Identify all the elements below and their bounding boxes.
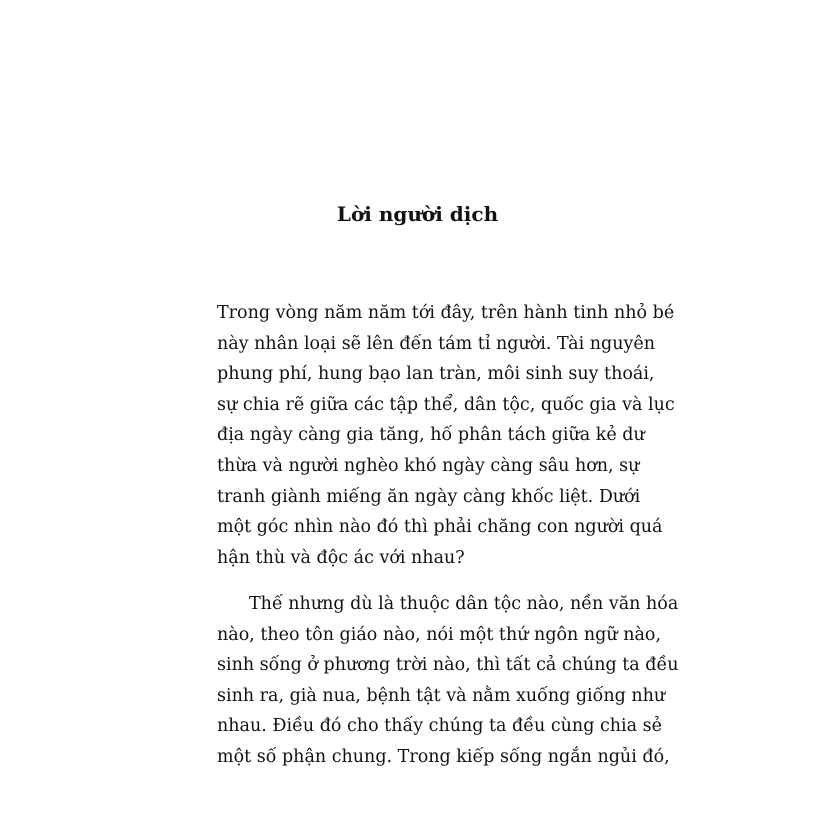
text-line: địa ngày càng gia tăng, hố phân tách giữa kẻ dư <box>217 425 645 446</box>
text-line: Thế nhưng dù là thuộc dân tộc nào, nền văn hóa <box>249 594 679 614</box>
text-line: nhau. Điều đó cho thấy chúng ta đều cùng chia sẻ <box>217 716 662 737</box>
text-line: sự chia rẽ giữa các tập thể, dân tộc, quốc gia và lục <box>217 394 675 415</box>
text-line: sinh ra, già nua, bệnh tật và nằm xuống giống như <box>217 685 666 706</box>
text-line: tranh giành miếng ăn ngày càng khốc liệt. Dưới <box>217 486 641 507</box>
text-line: một số phận chung. Trong kiếp sống ngắn ngủi đó, <box>217 746 670 767</box>
text-line: sinh sống ở phương trời nào, thì tất cả chúng ta đều <box>217 655 679 676</box>
paragraph-2 <box>217 589 679 773</box>
text-line: thừa và người nghèo khó ngày càng sâu hơn, sự <box>217 455 640 476</box>
text-line: hận thù và độc ác với nhau? <box>217 547 465 568</box>
text-line: phung phí, hung bạo lan tràn, môi sinh suy thoái, <box>217 364 655 385</box>
text-line: Trong vòng năm năm tới đây, trên hành tinh nhỏ bé <box>217 303 675 323</box>
chapter-title: Lời người dịch <box>336 202 499 226</box>
text-line: một góc nhìn nào đó thì phải chăng con người quá <box>217 517 663 538</box>
text-line: nào, theo tôn giáo nào, nói một thứ ngôn ngữ nào, <box>217 624 662 645</box>
paragraph-1 <box>217 298 675 573</box>
text-line: này nhân loại sẽ lên đến tám tỉ người. Tài nguyên <box>217 333 656 354</box>
